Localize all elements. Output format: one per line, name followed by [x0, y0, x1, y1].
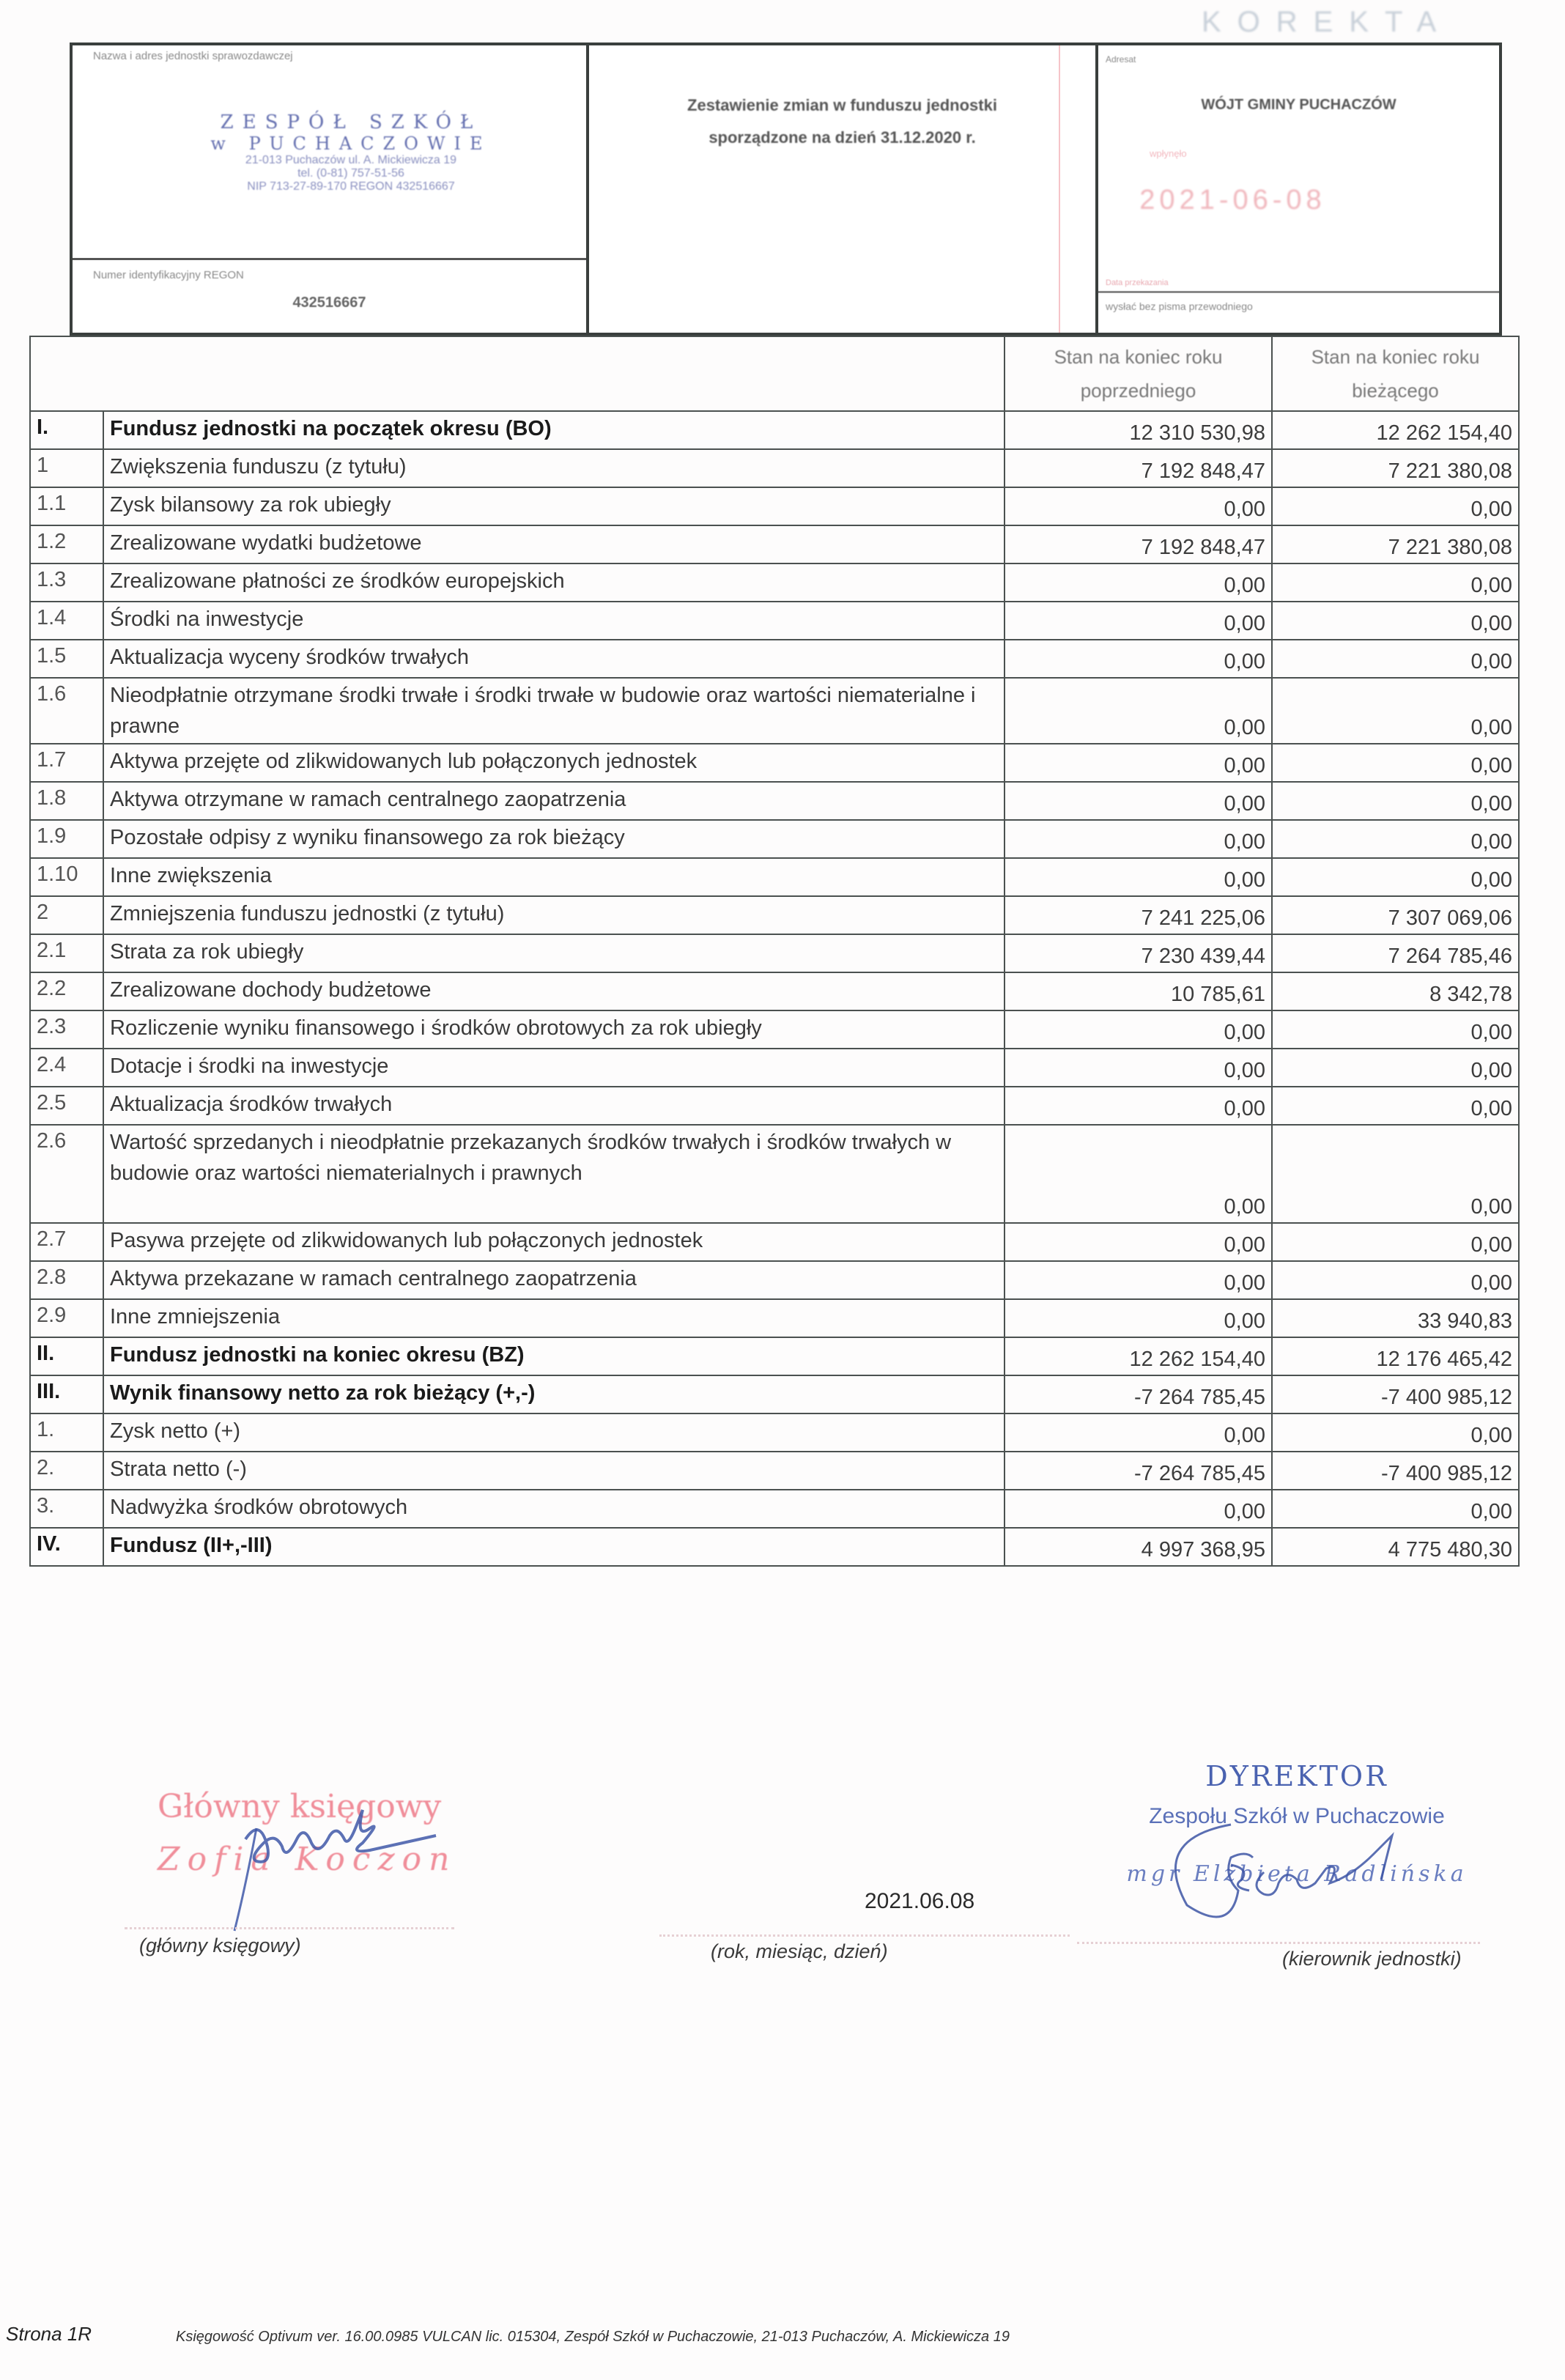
column-header-current-year: Stan na koniec roku bieżącego: [1272, 336, 1519, 411]
row-label: Zmniejszenia funduszu jednostki (z tytułu): [103, 896, 1005, 934]
value-current-year: 0,00: [1272, 782, 1519, 820]
send-note-label: Data przekazania: [1106, 278, 1169, 287]
value-current-year: 0,00: [1272, 1413, 1519, 1452]
table-row: [30, 678, 1519, 744]
report-title: [589, 89, 1095, 154]
value-current-year: 0,00: [1272, 1261, 1519, 1299]
value-current-year: 0,00: [1272, 744, 1519, 782]
unit-stamp-line5: NIP 713-27-89-170 REGON 432516667: [247, 180, 455, 193]
row-label: Zrealizowane płatności ze środków europejskich: [103, 563, 1005, 602]
row-label: Aktualizacja wyceny środków trwałych: [103, 640, 1005, 678]
row-number: 1.: [30, 1413, 103, 1452]
row-number: 1.2: [30, 525, 103, 563]
table-row: [30, 1087, 1519, 1125]
table-row: [30, 782, 1519, 820]
table-row: [30, 411, 1519, 449]
value-prev-year: 0,00: [1005, 858, 1272, 896]
value-current-year: 0,00: [1272, 678, 1519, 744]
table-row: [30, 934, 1519, 972]
unit-stamp-line3: 21-013 Puchaczów ul. A. Mickiewicza 19: [245, 154, 457, 166]
received-label: wpłynęło: [1150, 148, 1187, 159]
row-label: Rozliczenie wyniku finansowego i środków obrotowych za rok ubiegły: [103, 1010, 1005, 1049]
date-caption: (rok, miesiąc, dzień): [711, 1940, 888, 1962]
value-current-year: 0,00: [1272, 820, 1519, 858]
value-prev-year: 12 310 530,98: [1005, 411, 1272, 449]
row-label: Pozostałe odpisy z wyniku finansowego za rok bieżący: [103, 820, 1005, 858]
recipient-label: Adresat: [1106, 54, 1136, 64]
value-current-year: 0,00: [1272, 640, 1519, 678]
table-row: [30, 858, 1519, 896]
row-number: 1.1: [30, 487, 103, 525]
row-number: 1.10: [30, 858, 103, 896]
value-prev-year: 0,00: [1005, 678, 1272, 744]
row-label: Nadwyżka środków obrotowych: [103, 1490, 1005, 1528]
value-prev-year: 0,00: [1005, 640, 1272, 678]
row-number: 2.9: [30, 1299, 103, 1337]
value-current-year: 8 342,78: [1272, 972, 1519, 1010]
row-label: Fundusz (II+,-III): [103, 1528, 1005, 1566]
table-row: [30, 1413, 1519, 1452]
value-prev-year: 0,00: [1005, 1125, 1272, 1223]
value-prev-year: 12 262 154,40: [1005, 1337, 1272, 1375]
row-number: 1.3: [30, 563, 103, 602]
row-label: Środki na inwestycje: [103, 602, 1005, 640]
table-row: [30, 1452, 1519, 1490]
table-row: [30, 1528, 1519, 1566]
table-row: [30, 1261, 1519, 1299]
row-number: 1.8: [30, 782, 103, 820]
row-label: Inne zmniejszenia: [103, 1299, 1005, 1337]
row-label: Aktualizacja środków trwałych: [103, 1087, 1005, 1125]
accountant-signature-line: [125, 1927, 454, 1929]
table-row: [30, 896, 1519, 934]
unit-stamp-line2: w PUCHACZOWIE: [210, 133, 492, 154]
row-label: Zrealizowane dochody budżetowe: [103, 972, 1005, 1010]
value-prev-year: 0,00: [1005, 563, 1272, 602]
accountant-signature-block: [147, 1788, 513, 1934]
table-row: [30, 1337, 1519, 1375]
row-number: III.: [30, 1375, 103, 1413]
value-current-year: 7 264 785,46: [1272, 934, 1519, 972]
director-stamp-title: DYREKTOR: [1205, 1760, 1388, 1792]
value-prev-year: 7 230 439,44: [1005, 934, 1272, 972]
row-number: 2.: [30, 1452, 103, 1490]
value-current-year: 0,00: [1272, 1223, 1519, 1261]
value-current-year: 12 262 154,40: [1272, 411, 1519, 449]
value-current-year: -7 400 985,12: [1272, 1375, 1519, 1413]
row-number: 2.8: [30, 1261, 103, 1299]
row-number: 2.4: [30, 1049, 103, 1087]
row-label: Wynik finansowy netto za rok bieżący (+,-): [103, 1375, 1005, 1413]
report-title-box: [589, 45, 1098, 333]
value-current-year: 0,00: [1272, 602, 1519, 640]
row-label: Pasywa przejęte od zlikwidowanych lub połączonych jednostek: [103, 1223, 1005, 1261]
row-number: 2.7: [30, 1223, 103, 1261]
row-label: Aktywa otrzymane w ramach centralnego zaopatrzenia: [103, 782, 1005, 820]
row-number: 1.4: [30, 602, 103, 640]
value-current-year: 0,00: [1272, 1125, 1519, 1223]
table-row: [30, 1375, 1519, 1413]
row-label: Wartość sprzedanych i nieodpłatnie przekazanych środków trwałych i środków trwałych w budowie oraz wartości niematerialnych i prawnych: [103, 1125, 1005, 1223]
row-number: 3.: [30, 1490, 103, 1528]
value-current-year: 0,00: [1272, 1010, 1519, 1049]
table-row: [30, 525, 1519, 563]
row-label: Fundusz jednostki na koniec okresu (BZ): [103, 1337, 1005, 1375]
table-row: [30, 1490, 1519, 1528]
value-prev-year: 0,00: [1005, 1049, 1272, 1087]
director-signature-icon: [1092, 1751, 1502, 1920]
row-label: Zysk netto (+): [103, 1413, 1005, 1452]
value-prev-year: 7 192 848,47: [1005, 449, 1272, 487]
director-signature-line: [1077, 1942, 1480, 1944]
value-current-year: 12 176 465,42: [1272, 1337, 1519, 1375]
accountant-stamp-title: Główny księgowy: [158, 1788, 442, 1825]
table-row: [30, 487, 1519, 525]
value-current-year: 0,00: [1272, 1087, 1519, 1125]
director-stamp-name: mgr Elżbieta Radlińska: [1126, 1861, 1468, 1887]
value-current-year: 7 221 380,08: [1272, 449, 1519, 487]
value-current-year: 4 775 480,30: [1272, 1528, 1519, 1566]
reporting-unit-box: [73, 45, 589, 333]
value-prev-year: 4 997 368,95: [1005, 1528, 1272, 1566]
value-prev-year: 0,00: [1005, 1490, 1272, 1528]
row-label: Inne zwiększenia: [103, 858, 1005, 896]
table-row: [30, 1049, 1519, 1087]
value-current-year: 0,00: [1272, 858, 1519, 896]
value-prev-year: 0,00: [1005, 820, 1272, 858]
row-number: 1.6: [30, 678, 103, 744]
table-row: [30, 1125, 1519, 1223]
unit-stamp-line4: tel. (0-81) 757-51-56: [297, 167, 404, 180]
red-margin-line: [1059, 45, 1060, 333]
director-stamp-org: Zespołu Szkół w Puchaczowie: [1149, 1804, 1445, 1828]
row-number: IV.: [30, 1528, 103, 1566]
report-date: 2021.06.08: [865, 1889, 975, 1913]
row-number: 1.5: [30, 640, 103, 678]
row-label: Strata za rok ubiegły: [103, 934, 1005, 972]
value-current-year: 7 221 380,08: [1272, 525, 1519, 563]
accountant-stamp-name: Zofia Koczon: [158, 1841, 457, 1878]
value-prev-year: 0,00: [1005, 602, 1272, 640]
table-row: [30, 1010, 1519, 1049]
value-prev-year: 0,00: [1005, 1223, 1272, 1261]
regon-value: 432516667: [292, 295, 366, 311]
row-number: II.: [30, 1337, 103, 1375]
row-label: Aktywa przekazane w ramach centralnego zaopatrzenia: [103, 1261, 1005, 1299]
table-row: [30, 820, 1519, 858]
value-prev-year: -7 264 785,45: [1005, 1375, 1272, 1413]
report-title-line1: Zestawienie zmian w funduszu jednostki: [687, 96, 997, 114]
value-prev-year: 0,00: [1005, 1261, 1272, 1299]
table-row: [30, 449, 1519, 487]
fund-changes-table: [29, 336, 1520, 1567]
regon-label: Numer identyfikacyjny REGON: [93, 269, 244, 281]
value-prev-year: 7 241 225,06: [1005, 896, 1272, 934]
value-current-year: 0,00: [1272, 1490, 1519, 1528]
row-number: 2.5: [30, 1087, 103, 1125]
value-current-year: 0,00: [1272, 563, 1519, 602]
row-number: 2: [30, 896, 103, 934]
value-current-year: 7 307 069,06: [1272, 896, 1519, 934]
row-label: Zrealizowane wydatki budżetowe: [103, 525, 1005, 563]
report-header: [70, 42, 1502, 336]
software-footer: Księgowość Optivum ver. 16.00.0985 VULCAN lic. 015304, Zespół Szkół w Puchaczowie, 21-013 Puchaczów, A. Mickiewicza 19: [176, 2329, 1010, 2345]
recipient-box: [1098, 45, 1499, 333]
director-caption: (kierownik jednostki): [1282, 1948, 1462, 1970]
table-row: [30, 972, 1519, 1010]
table-row: [30, 602, 1519, 640]
row-number: 2.6: [30, 1125, 103, 1223]
recipient-name: WÓJT GMINY PUCHACZÓW: [1201, 97, 1396, 113]
accountant-signature-icon: [147, 1788, 513, 1934]
row-number: 2.3: [30, 1010, 103, 1049]
column-header-prev-year: Stan na koniec roku poprzedniego: [1005, 336, 1272, 411]
value-prev-year: 0,00: [1005, 1299, 1272, 1337]
row-label: Fundusz jednostki na początek okresu (BO): [103, 411, 1005, 449]
value-current-year: -7 400 985,12: [1272, 1452, 1519, 1490]
recipient-divider: [1098, 291, 1499, 293]
header-blank: [30, 336, 1005, 411]
value-current-year: 0,00: [1272, 487, 1519, 525]
report-title-line2: sporządzone na dzień 31.12.2020 r.: [708, 128, 976, 147]
value-prev-year: 7 192 848,47: [1005, 525, 1272, 563]
value-prev-year: 0,00: [1005, 1413, 1272, 1452]
row-label: Aktywa przejęte od zlikwidowanych lub połączonych jednostek: [103, 744, 1005, 782]
row-number: 1.9: [30, 820, 103, 858]
unit-stamp: [160, 111, 541, 193]
director-signature-block: [1092, 1751, 1502, 1920]
value-prev-year: 0,00: [1005, 487, 1272, 525]
row-number: 2.2: [30, 972, 103, 1010]
unit-stamp-line1: ZESPÓŁ SZKÓŁ: [220, 111, 482, 133]
row-label: Strata netto (-): [103, 1452, 1005, 1490]
row-label: Zysk bilansowy za rok ubiegły: [103, 487, 1005, 525]
page-number: Strona 1R: [6, 2323, 92, 2345]
table-row: [30, 563, 1519, 602]
table-header-row: [30, 336, 1519, 411]
row-number: I.: [30, 411, 103, 449]
row-label: Dotacje i środki na inwestycje: [103, 1049, 1005, 1087]
row-number: 2.1: [30, 934, 103, 972]
row-label: Nieodpłatnie otrzymane środki trwałe i środki trwałe w budowie oraz wartości niematerialne i prawne: [103, 678, 1005, 744]
accountant-caption: (główny księgowy): [139, 1934, 301, 1956]
value-prev-year: -7 264 785,45: [1005, 1452, 1272, 1490]
value-prev-year: 0,00: [1005, 744, 1272, 782]
table-row: [30, 1299, 1519, 1337]
date-line: [659, 1934, 1070, 1937]
value-prev-year: 0,00: [1005, 782, 1272, 820]
value-prev-year: 0,00: [1005, 1010, 1272, 1049]
send-note: wysłać bez pisma przewodniego: [1106, 300, 1253, 312]
row-number: 1: [30, 449, 103, 487]
value-prev-year: 0,00: [1005, 1087, 1272, 1125]
value-current-year: 33 940,83: [1272, 1299, 1519, 1337]
table-row: [30, 744, 1519, 782]
row-number: 1.7: [30, 744, 103, 782]
received-date-stamp: 2021-06-08: [1139, 185, 1326, 215]
table-row: [30, 640, 1519, 678]
row-label: Zwiększenia funduszu (z tytułu): [103, 449, 1005, 487]
unit-label: Nazwa i adres jednostki sprawozdawczej: [93, 50, 293, 62]
value-prev-year: 10 785,61: [1005, 972, 1272, 1010]
table-row: [30, 1223, 1519, 1261]
value-current-year: 0,00: [1272, 1049, 1519, 1087]
correction-stamp: KOREKTA: [1202, 6, 1453, 38]
